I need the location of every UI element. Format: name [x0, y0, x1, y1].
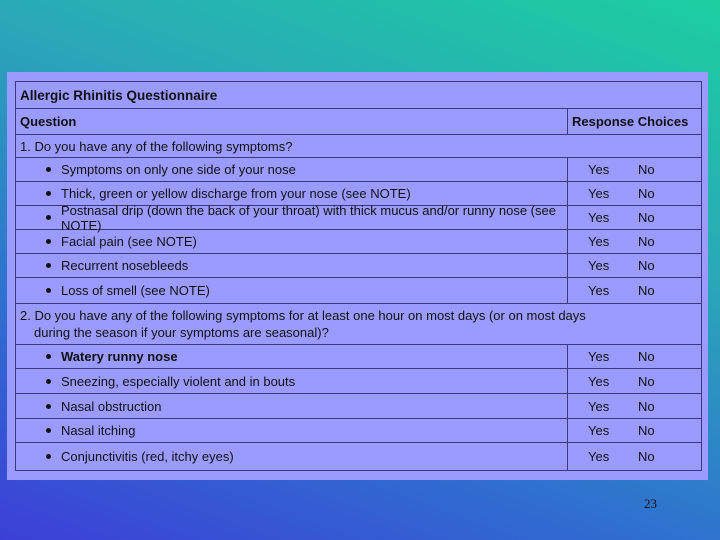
question-2-row: [16, 304, 701, 345]
yes-option[interactable]: Yes: [588, 398, 610, 414]
bullet-icon: [46, 263, 51, 268]
bullet-icon: [46, 454, 51, 459]
questionnaire-title: Allergic Rhinitis Questionnaire: [20, 87, 218, 103]
table-row: [16, 158, 701, 182]
bullet-icon: [46, 404, 51, 409]
yes-option[interactable]: Yes: [588, 162, 610, 177]
table-row: [16, 394, 701, 419]
no-option[interactable]: No: [638, 186, 655, 201]
no-option[interactable]: No: [638, 234, 655, 249]
no-option[interactable]: No: [638, 162, 655, 177]
symptom-label: Nasal itching: [61, 423, 136, 438]
bullet-icon: [46, 379, 51, 384]
yes-option[interactable]: Yes: [588, 449, 610, 464]
no-option[interactable]: No: [638, 423, 655, 438]
bullet-icon: [46, 167, 51, 172]
yes-option[interactable]: Yes: [588, 234, 610, 249]
yes-option[interactable]: Yes: [588, 283, 610, 298]
table-row: [16, 345, 701, 369]
no-option[interactable]: No: [638, 258, 655, 273]
no-option[interactable]: No: [638, 210, 655, 225]
symptom-label: Thick, green or yellow discharge from your nose (see NOTE): [61, 186, 411, 201]
question-1-text: 1. Do you have any of the following symptoms?: [20, 138, 293, 154]
table-row: [16, 278, 701, 304]
yes-option[interactable]: Yes: [588, 186, 610, 201]
bullet-icon: [46, 288, 51, 293]
question-2-line-2: during the season if your symptoms are seasonal)?: [34, 325, 329, 340]
no-option[interactable]: No: [638, 398, 655, 414]
header-row: [16, 109, 701, 135]
question-1-row: [16, 135, 701, 158]
no-option[interactable]: No: [638, 449, 655, 464]
bullet-icon: [46, 428, 51, 433]
bullet-icon: [46, 354, 51, 359]
symptom-label: Postnasal drip (down the back of your throat) with thick mucus and/or runny nose (see NOTE): [61, 202, 556, 233]
bullet-icon: [46, 215, 51, 220]
page-number: 23: [644, 496, 657, 511]
yes-option[interactable]: Yes: [588, 210, 610, 225]
symptom-label: Recurrent nosebleeds: [61, 258, 189, 273]
header-response-choices: Response Choices: [572, 114, 689, 129]
title-row: [16, 82, 701, 109]
table-row: [16, 419, 701, 443]
symptom-label: Symptoms on only one side of your nose: [61, 162, 296, 177]
symptom-label: Nasal obstruction: [61, 398, 162, 414]
questionnaire-table: [15, 81, 702, 471]
table-row: [16, 202, 701, 233]
bullet-icon: [46, 239, 51, 244]
table-row: [16, 369, 701, 394]
bullet-icon: [46, 191, 51, 196]
no-option[interactable]: No: [638, 373, 655, 389]
yes-option[interactable]: Yes: [588, 423, 610, 438]
symptom-label: Sneezing, especially violent and in bouts: [61, 373, 296, 389]
no-option[interactable]: No: [638, 283, 655, 298]
yes-option[interactable]: Yes: [588, 349, 610, 364]
yes-option[interactable]: Yes: [588, 373, 610, 389]
no-option[interactable]: No: [638, 349, 655, 364]
table-row: [16, 443, 701, 470]
question-2-line-1: 2. Do you have any of the following symptoms for at least one hour on most days (or on most days: [20, 308, 586, 323]
questionnaire-card: [7, 72, 708, 480]
symptom-label: Conjunctivitis (red, itchy eyes): [61, 449, 234, 464]
header-question: Question: [20, 114, 77, 129]
symptom-label: Loss of smell (see NOTE): [61, 283, 210, 298]
table-row: [16, 254, 701, 278]
table-row: [16, 230, 701, 254]
symptom-label: Facial pain (see NOTE): [61, 234, 197, 249]
symptom-label: Watery runny nose: [61, 349, 178, 364]
yes-option[interactable]: Yes: [588, 258, 610, 273]
